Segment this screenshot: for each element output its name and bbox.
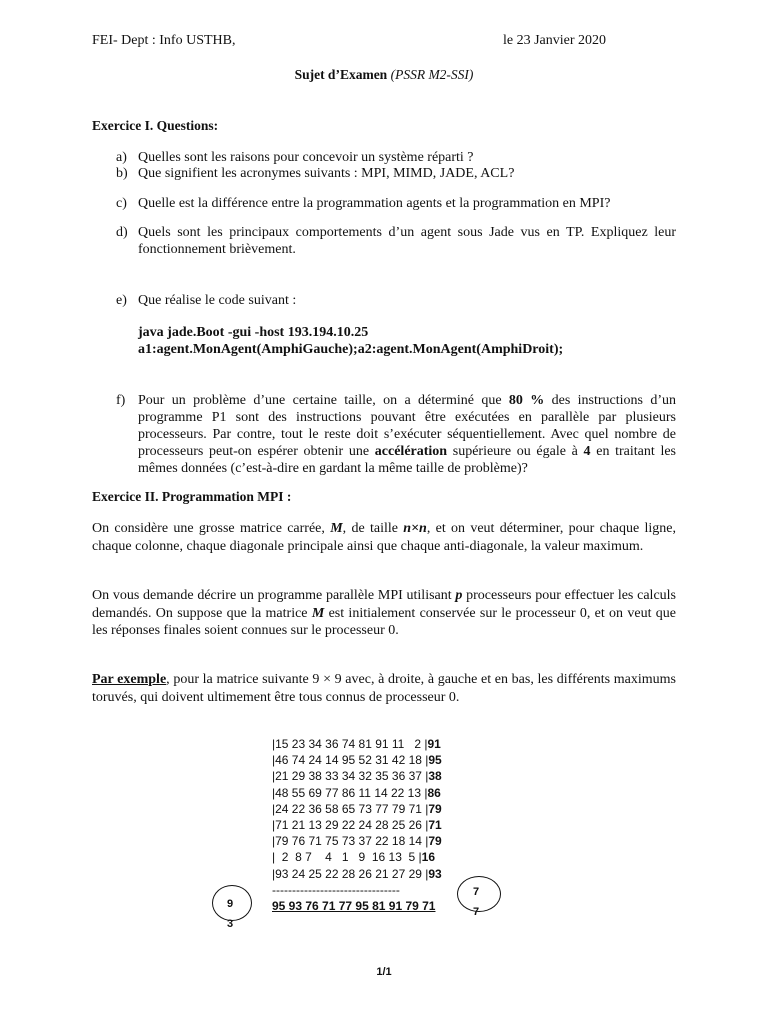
question-f-target: 4 <box>583 444 591 459</box>
question-text: Quels sont les principaux comportements d’un agent sous Jade vus en TP. Expliquez leur fonctionnement brièvement. <box>138 225 676 257</box>
paragraph-part: est initialement conservée sur le processeur 0, et on veut que les réponses finales soient connues sur le processeur 0. <box>92 605 676 638</box>
matrix-row-values: |48 55 69 77 86 11 14 22 13 | <box>272 785 428 800</box>
question-label: e) <box>116 293 127 308</box>
row-max: 16 <box>421 850 436 865</box>
question-label: d) <box>116 225 128 240</box>
header-department: FEI- Dept : Info USTHB, <box>92 33 236 48</box>
left-circle-digit-1: 9 <box>227 898 234 910</box>
matrix-row <box>272 785 442 801</box>
exercise2-paragraph-1 <box>92 520 676 555</box>
exercise2-heading: Exercice II. Programmation MPI : <box>92 489 292 504</box>
processor-count-symbol: p <box>455 588 463 603</box>
matrix-symbol: M <box>311 605 325 621</box>
question-label: c) <box>116 196 127 211</box>
matrix-row <box>272 752 442 768</box>
matrix-row-values: |46 74 24 14 95 52 31 42 18 | <box>272 753 429 768</box>
matrix-row-values: |79 76 71 75 73 37 22 18 14 | <box>272 834 429 849</box>
row-max: 79 <box>428 801 442 816</box>
question-f-acceleration: accélération <box>374 444 448 459</box>
matrix-row <box>272 866 442 882</box>
matrix-row-values: |24 22 36 58 65 73 77 79 71 | <box>272 801 429 816</box>
right-circle-digit-2: 7 <box>473 906 480 918</box>
paragraph-part: , de taille <box>342 521 404 536</box>
exercise2-paragraph-2 <box>92 587 676 640</box>
matrix-row-values: |21 29 38 33 34 32 35 36 37 | <box>272 769 429 784</box>
page-number: 1/1 <box>376 966 392 978</box>
code-line-1: java jade.Boot -gui -host 193.194.10.25 <box>138 325 369 340</box>
paragraph-part: processeurs pour effectuer les calculs demandés. On suppose que la matrice <box>92 588 676 621</box>
paragraph-part: , pour la matrice suivante 9 × 9 avec, à droite, à gauche et en bas, les différents maximums toruvés, qui doivent ultimement être tous connus de processeur 0. <box>92 672 677 705</box>
row-max: 38 <box>428 769 442 784</box>
matrix-row <box>272 817 442 833</box>
row-max: 93 <box>428 866 442 881</box>
question-label: f) <box>116 393 126 408</box>
header-date: le 23 Janvier 2020 <box>503 33 607 48</box>
matrix-row-values: |93 24 25 22 28 26 21 27 29 | <box>272 866 429 881</box>
row-max: 95 <box>428 753 442 768</box>
question-label: a) <box>116 150 127 165</box>
matrix-row <box>272 833 442 849</box>
row-max: 79 <box>428 834 442 849</box>
matrix-size: n×n <box>403 521 427 536</box>
row-max: 71 <box>428 818 442 833</box>
page-title <box>0 67 768 83</box>
matrix-row-values: |71 21 13 29 22 24 28 25 26 | <box>272 818 429 833</box>
title-subtitle: (PSSR M2-SSI) <box>390 67 474 82</box>
row-max: 86 <box>427 785 441 800</box>
matrix-row-values: | 2 8 7 4 1 9 16 13 5 | <box>272 850 422 865</box>
left-circle-digit-2: 3 <box>227 918 234 930</box>
right-circle-digit-1: 7 <box>473 886 480 898</box>
question-text <box>138 392 676 477</box>
title-main: Sujet d’Examen <box>294 67 391 82</box>
exercise2-paragraph-3 <box>92 671 676 706</box>
matrix-row <box>272 849 442 865</box>
example-matrix <box>272 736 442 914</box>
matrix-row <box>272 801 442 817</box>
paragraph-part: On vous demande décrire un programme parallèle MPI utilisant <box>92 588 456 603</box>
paragraph-part: , et on veut déterminer, pour chaque ligne, chaque colonne, chaque diagonale principale ainsi que chaque anti-diagonale, la valeur maximum. <box>92 521 677 554</box>
paragraph-part: On considère une grosse matrice carrée, <box>92 521 331 536</box>
matrix-row <box>272 768 442 784</box>
matrix-row <box>272 736 442 752</box>
question-text: Que signifient les acronymes suivants : MPI, MIMD, JADE, ACL? <box>138 166 515 181</box>
matrix-separator: -------------------------------- <box>272 882 400 897</box>
question-f-part: des instructions d’un programme P1 sont des instructions pouvant être exécutées en parallèle par plusieurs processeurs. Par contre, tout le reste doit s’exécuter séquentiellement. Avec quel nombre de processeurs peut-on espérer obtenir une <box>138 393 676 459</box>
question-label: b) <box>116 166 128 181</box>
question-f-part: supérieure ou égale à <box>447 444 584 459</box>
example-label: Par exemple <box>92 672 167 687</box>
row-max: 91 <box>427 737 441 751</box>
question-f-part: Pour un problème d’une certaine taille, on a déterminé que <box>138 393 509 408</box>
question-f-percent: 80 % <box>508 393 545 408</box>
question-f-part: en traitant les mêmes données (c’est-à-dire en gardant la même taille de problème)? <box>138 444 677 476</box>
exercise1-heading: Exercice I. Questions: <box>92 118 219 133</box>
question-text: Que réalise le code suivant : <box>138 293 297 308</box>
column-max-row: 95 93 76 71 77 95 81 91 79 71 <box>272 899 436 914</box>
question-text: Quelle est la différence entre la programmation agents et la programmation en MPI? <box>138 196 611 211</box>
matrix-symbol: M <box>330 521 343 536</box>
code-line-2: a1:agent.MonAgent(AmphiGauche);a2:agent.MonAgent(AmphiDroit); <box>138 342 564 357</box>
matrix-row-values: |15 23 34 36 74 81 91 11 2 | <box>272 737 428 751</box>
question-text: Quelles sont les raisons pour concevoir un système réparti ? <box>138 150 474 165</box>
